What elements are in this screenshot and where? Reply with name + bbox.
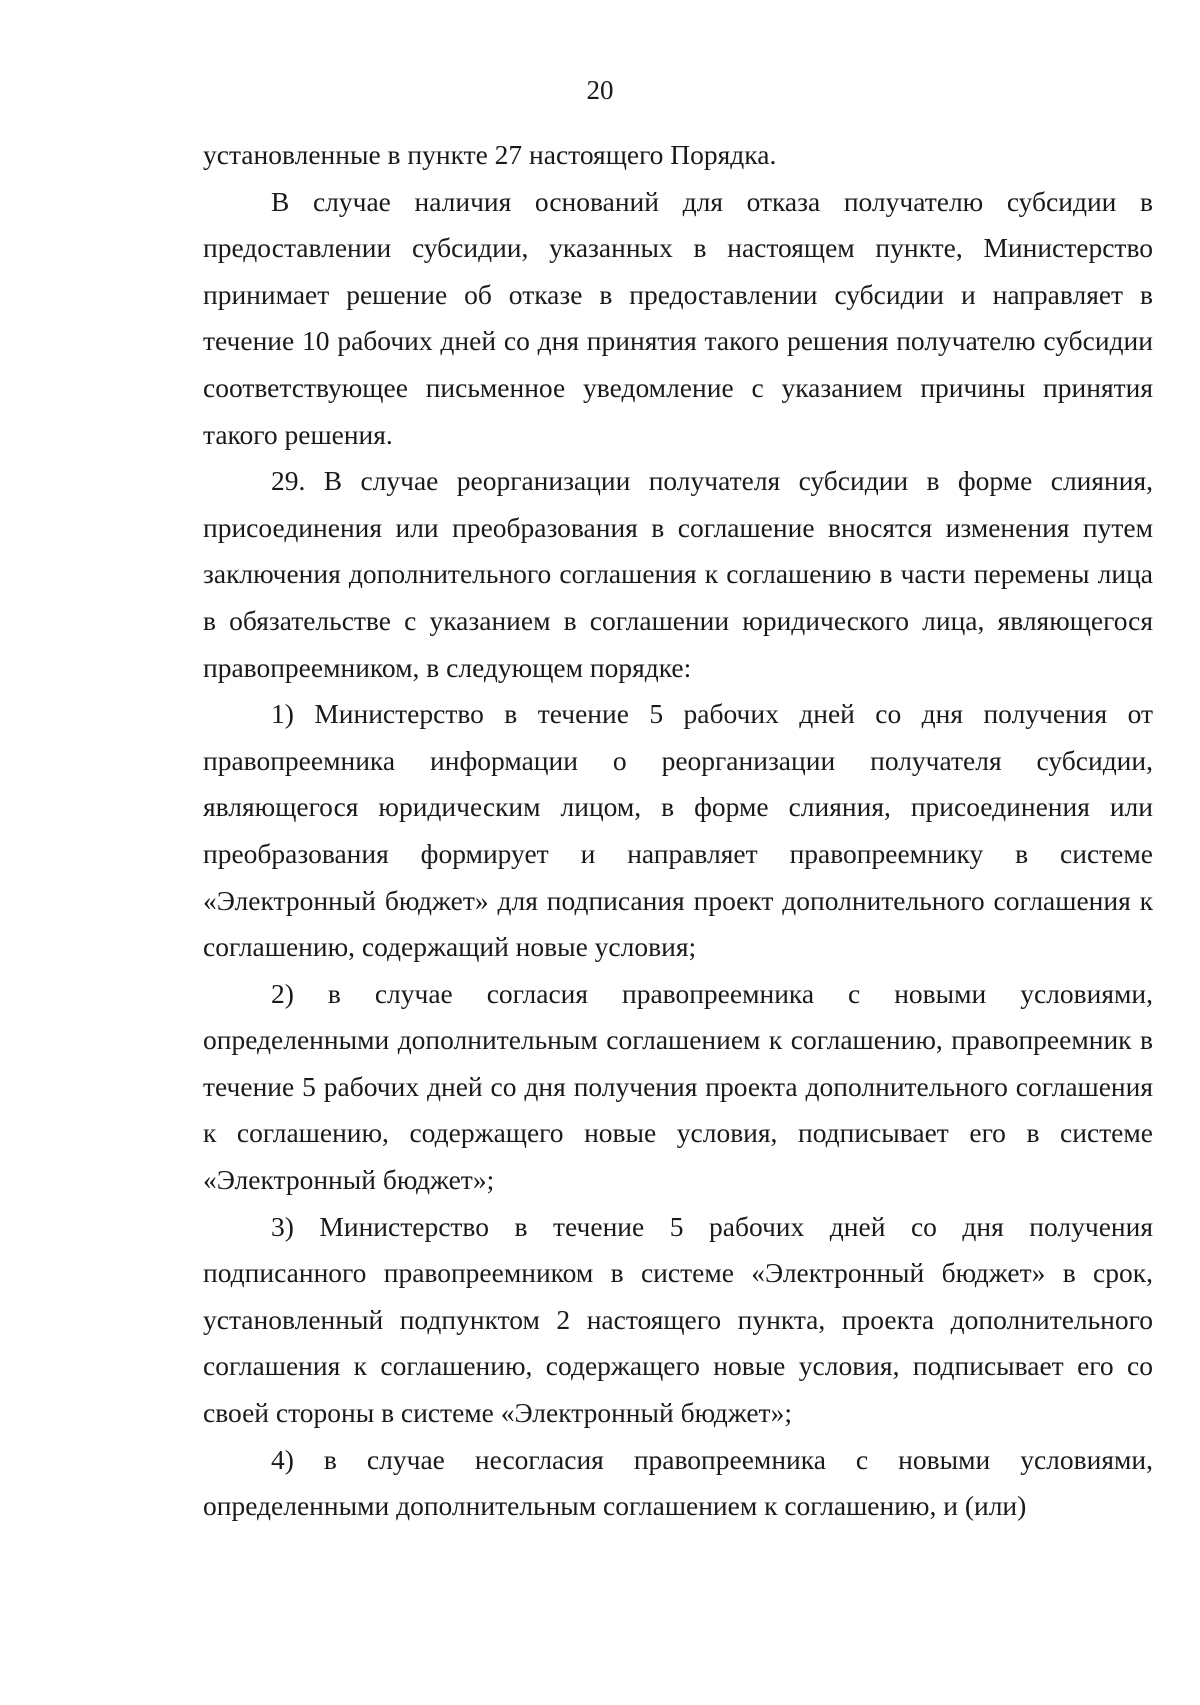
page-number: 20 — [586, 75, 614, 105]
document-body — [203, 132, 1153, 1530]
list-item-3: 3) Министерство в течение 5 рабочих дней со дня получения подписанного правопреемником в системе «Электронный бюджет» в срок, установленный подпунктом 2 настоящего пункта, проекта дополнительного соглашения к соглашению, содержащего новые условия, подписывает его со своей стороны в системе «Электронный бюджет»; — [203, 1210, 1153, 1429]
paragraph-29-reorganization: 29. В случае реорганизации получателя субсидии в форме слияния, присоединения или преобразования в соглашение вносятся изменения путем заключения дополнительного соглашения к соглашению в части перемены лица в обязательстве с указанием в соглашении юридического лица, являющегося правопреемником, в следующем порядке: — [203, 465, 1153, 683]
paragraph-continuation: установленные в пункте 27 настоящего Порядка. — [203, 139, 777, 170]
list-item-1: 1) Министерство в течение 5 рабочих дней со дня получения от правопреемника информации о реорганизации получателя субсидии, являющегося юридическим лицом, в форме слияния, присоединения или преобразования формирует и направляет правопреемнику в системе «Электронный бюджет» для подписания проект дополнительного соглашения к соглашению, содержащий новые условия; — [203, 698, 1153, 963]
list-item-2: 2) в случае согласия правопреемника с новыми условиями, определенными дополнительным соглашением к соглашению, правопреемник в течение 5 рабочих дней со дня получения проекта дополнительного соглашения к соглашению, содержащего новые условия, подписывает его в системе «Электронный бюджет»; — [203, 977, 1153, 1196]
list-item-4: 4) в случае несогласия правопреемника с новыми условиями, определенными дополнительным соглашением к соглашению, и (или) — [203, 1443, 1153, 1522]
paragraph-refusal-grounds: В случае наличия оснований для отказа получателю субсидии в предоставлении субсидии, указанных в настоящем пункте, Министерство принимает решение об отказе в предоставлении субсидии и направляет в течение 10 рабочих дней со дня принятия такого решения получателю субсидии соответствующее письменное уведомление с указанием причины принятия такого решения. — [203, 185, 1153, 450]
